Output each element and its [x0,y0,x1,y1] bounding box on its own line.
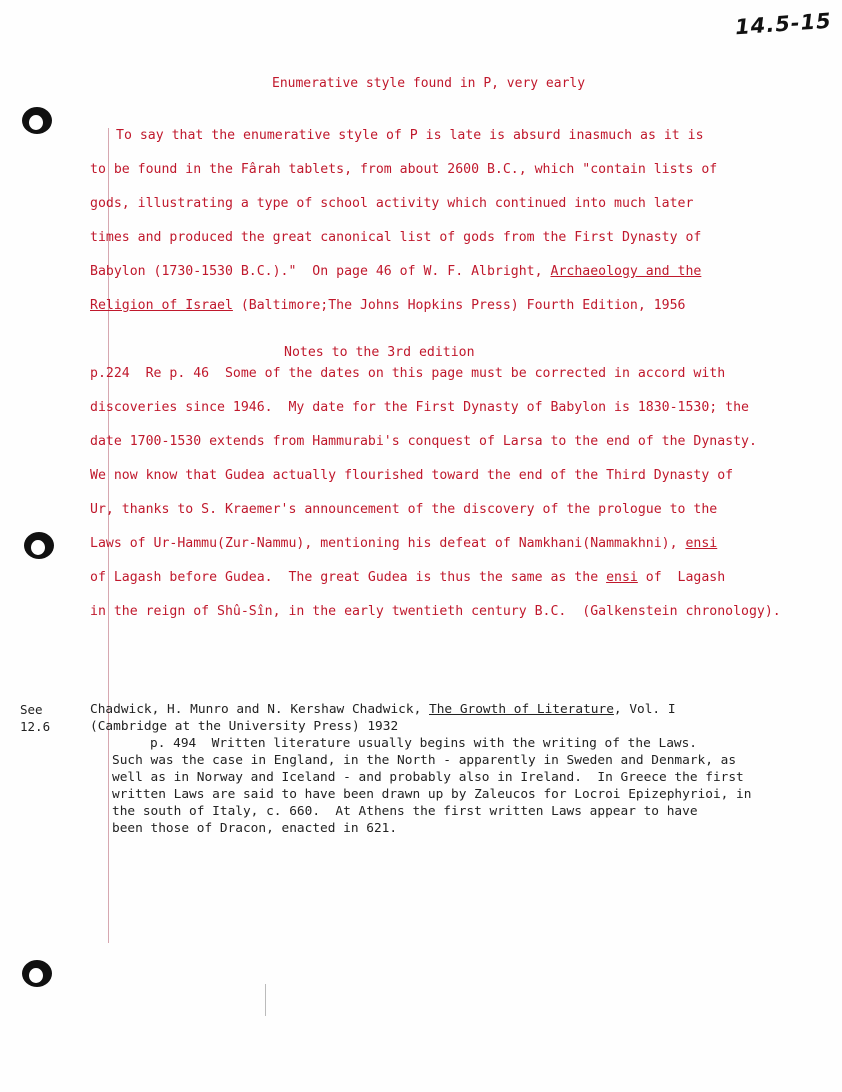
quote-line4: written Laws are said to have been drawn up by Zaleucos for Locroi Epizephyrioi, in [112,787,752,802]
para1-line6: Religion of Israel (Baltimore;The Johns Hopkins Press) Fourth Edition, 1956 [90,298,686,313]
quote-line6: been those of Dracon, enacted in 621. [112,821,398,836]
handwritten-note: 14.5-15 [734,8,833,40]
punch-hole-top [22,107,52,134]
quote-line3: well as in Norway and Iceland - and probably also in Ireland. In Greece the first [112,770,744,785]
punch-hole-middle [24,532,54,559]
see-note-ref: 12.6 [20,719,51,734]
para1-line3: gods, illustrating a type of school activity which continued into much later [90,196,694,211]
quote-line5: the south of Italy, c. 660. At Athens the first written Laws appear to have [112,804,698,819]
punch-hole-bottom [22,960,52,987]
ensi-term-2: ensi [606,570,638,585]
book-title-part2: Religion of Israel [90,298,233,313]
para1-line2: to be found in the Fârah tablets, from about 2600 B.C., which "contain lists of [90,162,718,177]
ensi-term: ensi [685,536,718,551]
see-note: See [20,702,43,717]
notes-line6: Laws of Ur-Hammu(Zur-Nammu), mentioning his defeat of Namkhani(Nammakhni), ensi [90,536,718,551]
para1-line5: Babylon (1730-1530 B.C.)." On page 46 of W. F. Albright, Archaeology and the [90,264,702,279]
quote-line2: Such was the case in England, in the North - apparently in Sweden and Denmark, as [112,753,737,768]
notes-line5: Ur, thanks to S. Kraemer's announcement of the discovery of the prologue to the [90,502,718,517]
notes-line7: of Lagash before Gudea. The great Gudea is thus the same as the ensi of Lagash [90,570,726,585]
quote-line1: p. 494 Written literature usually begins with the writing of the Laws. [150,736,698,751]
bib-title: The Growth of Literature [429,702,614,717]
notes-line4: We now know that Gudea actually flourished toward the end of the Third Dynasty of [90,468,734,483]
bib-line1: Chadwick, H. Munro and N. Kershaw Chadwick, The Growth of Literature, Vol. I [90,702,676,717]
notes-line1: p.224 Re p. 46 Some of the dates on this page must be corrected in accord with [90,366,726,381]
notes-line3: date 1700-1530 extends from Hammurabi's conquest of Larsa to the end of the Dynasty. [90,434,757,449]
notes-heading: Notes to the 3rd edition [284,345,475,360]
page-title: Enumerative style found in P, very early [272,76,586,91]
faint-mark [265,984,266,1016]
notes-line8: in the reign of Shû-Sîn, in the early twentieth century B.C. (Galkenstein chronology). [90,604,781,619]
bib-line2: (Cambridge at the University Press) 1932 [90,719,399,734]
para1-line1: To say that the enumerative style of P is late is absurd inasmuch as it is [116,128,704,143]
notes-line2: discoveries since 1946. My date for the First Dynasty of Babylon is 1830-1530; the [90,400,749,415]
para1-line4: times and produced the great canonical list of gods from the First Dynasty of [90,230,702,245]
book-title-part1: Archaeology and the [550,264,702,279]
